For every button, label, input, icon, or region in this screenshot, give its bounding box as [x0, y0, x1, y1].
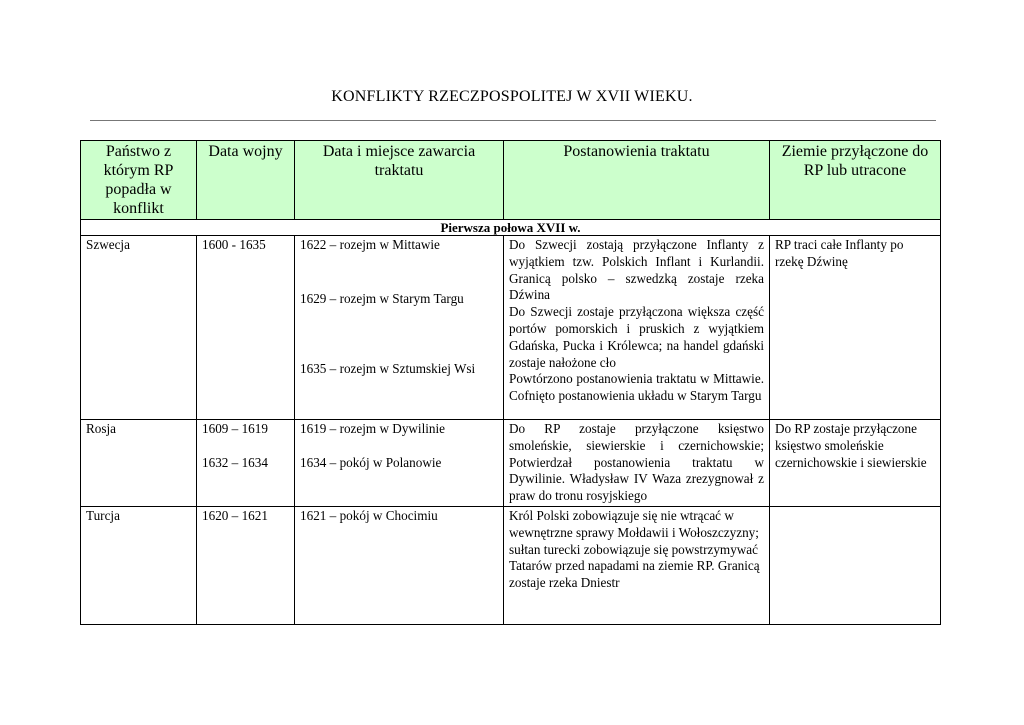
country-cell: Turcja: [81, 506, 197, 624]
war-date-cell: [197, 420, 295, 507]
section-row: [81, 220, 941, 236]
treaty-entry: 1622 – rozejm w Mittawie: [300, 237, 440, 252]
header-country: Państwo z którym RP popadła w konflikt: [81, 141, 197, 220]
header-territories: Ziemie przyłączone do RP lub utracone: [770, 141, 941, 220]
war-date-cell: 1600 - 1635: [197, 236, 295, 420]
territories-cell: Do RP zostaje przyłączone księstwo smoleńskie czernichowskie i siewierskie: [770, 420, 941, 507]
country-cell: Szwecja: [81, 236, 197, 420]
header-war-date: Data wojny: [197, 141, 295, 220]
table-row: [81, 506, 941, 624]
provisions-cell: Do RP zostaje przyłączone księstwo smoleńskie, siewierskie i czernichowskie; Potwierdzał postanowienia traktatu w Dywilinie. Władysław IV Waza zrezygnował z praw do tronu rosyjskiego: [504, 420, 770, 507]
section-label: Pierwsza połowa XVII w.: [81, 220, 941, 236]
conflicts-table: [80, 140, 941, 625]
header-treaty: Data i miejsce zawarcia traktatu: [295, 141, 504, 220]
territories-cell: RP traci całe Inflanty po rzekę Dźwinę: [770, 236, 941, 420]
provisions-cell: Król Polski zobowiązuje się nie wtrącać w wewnętrzne sprawy Mołdawii i Wołoszczyzny; sułtan turecki zobowiązuje się powstrzymywać Tatarów przed napadami na ziemie RP. Granicą zostaje rzeka Dniestr: [504, 506, 770, 624]
treaty-entry: 1619 – rozejm w Dywilinie: [300, 421, 446, 436]
treaty-entry: 1634 – pokój w Polanowie: [300, 454, 442, 470]
header-provisions: Postanowienia traktatu: [504, 141, 770, 220]
treaty-cell: 1621 – pokój w Chocimiu: [295, 506, 504, 624]
war-date-entry: 1609 – 1619: [202, 421, 268, 436]
country-cell: Rosja: [81, 420, 197, 507]
treaty-cell: [295, 420, 504, 507]
provision-entry: Powtórzono postanowienia traktatu w Mittawie. Cofnięto postanowienia układu w Starym Targu: [509, 371, 764, 404]
treaty-entry: 1635 – rozejm w Sztumskiej Wsi: [300, 360, 476, 376]
war-date-cell: 1620 – 1621: [197, 506, 295, 624]
table-row: [81, 420, 941, 507]
provision-entry: Do Szwecji zostaje przyłączona większa część portów pomorskich i pruskich z wyjątkiem Gdańska, Pucka i Królewca; na handel gdański zostaje nałożone cło: [509, 304, 764, 370]
provision-entry: Do Szwecji zostają przyłączone Inflanty z wyjątkiem tzw. Polskich Inflant i Kurlandii. Granicą polsko – szwedzką zostaje rzeka Dźwina: [509, 237, 764, 303]
table-row: [81, 236, 941, 420]
treaty-cell: [295, 236, 504, 420]
header-row: [81, 141, 941, 220]
territories-cell: [770, 506, 941, 624]
provisions-cell: [504, 236, 770, 420]
page-title: KONFLIKTY RZECZPOSPOLITEJ W XVII WIEKU.: [331, 88, 693, 105]
war-date-entry: 1632 – 1634: [202, 454, 268, 470]
title-underline: [90, 120, 936, 121]
treaty-entry: 1629 – rozejm w Starym Targu: [300, 290, 464, 306]
